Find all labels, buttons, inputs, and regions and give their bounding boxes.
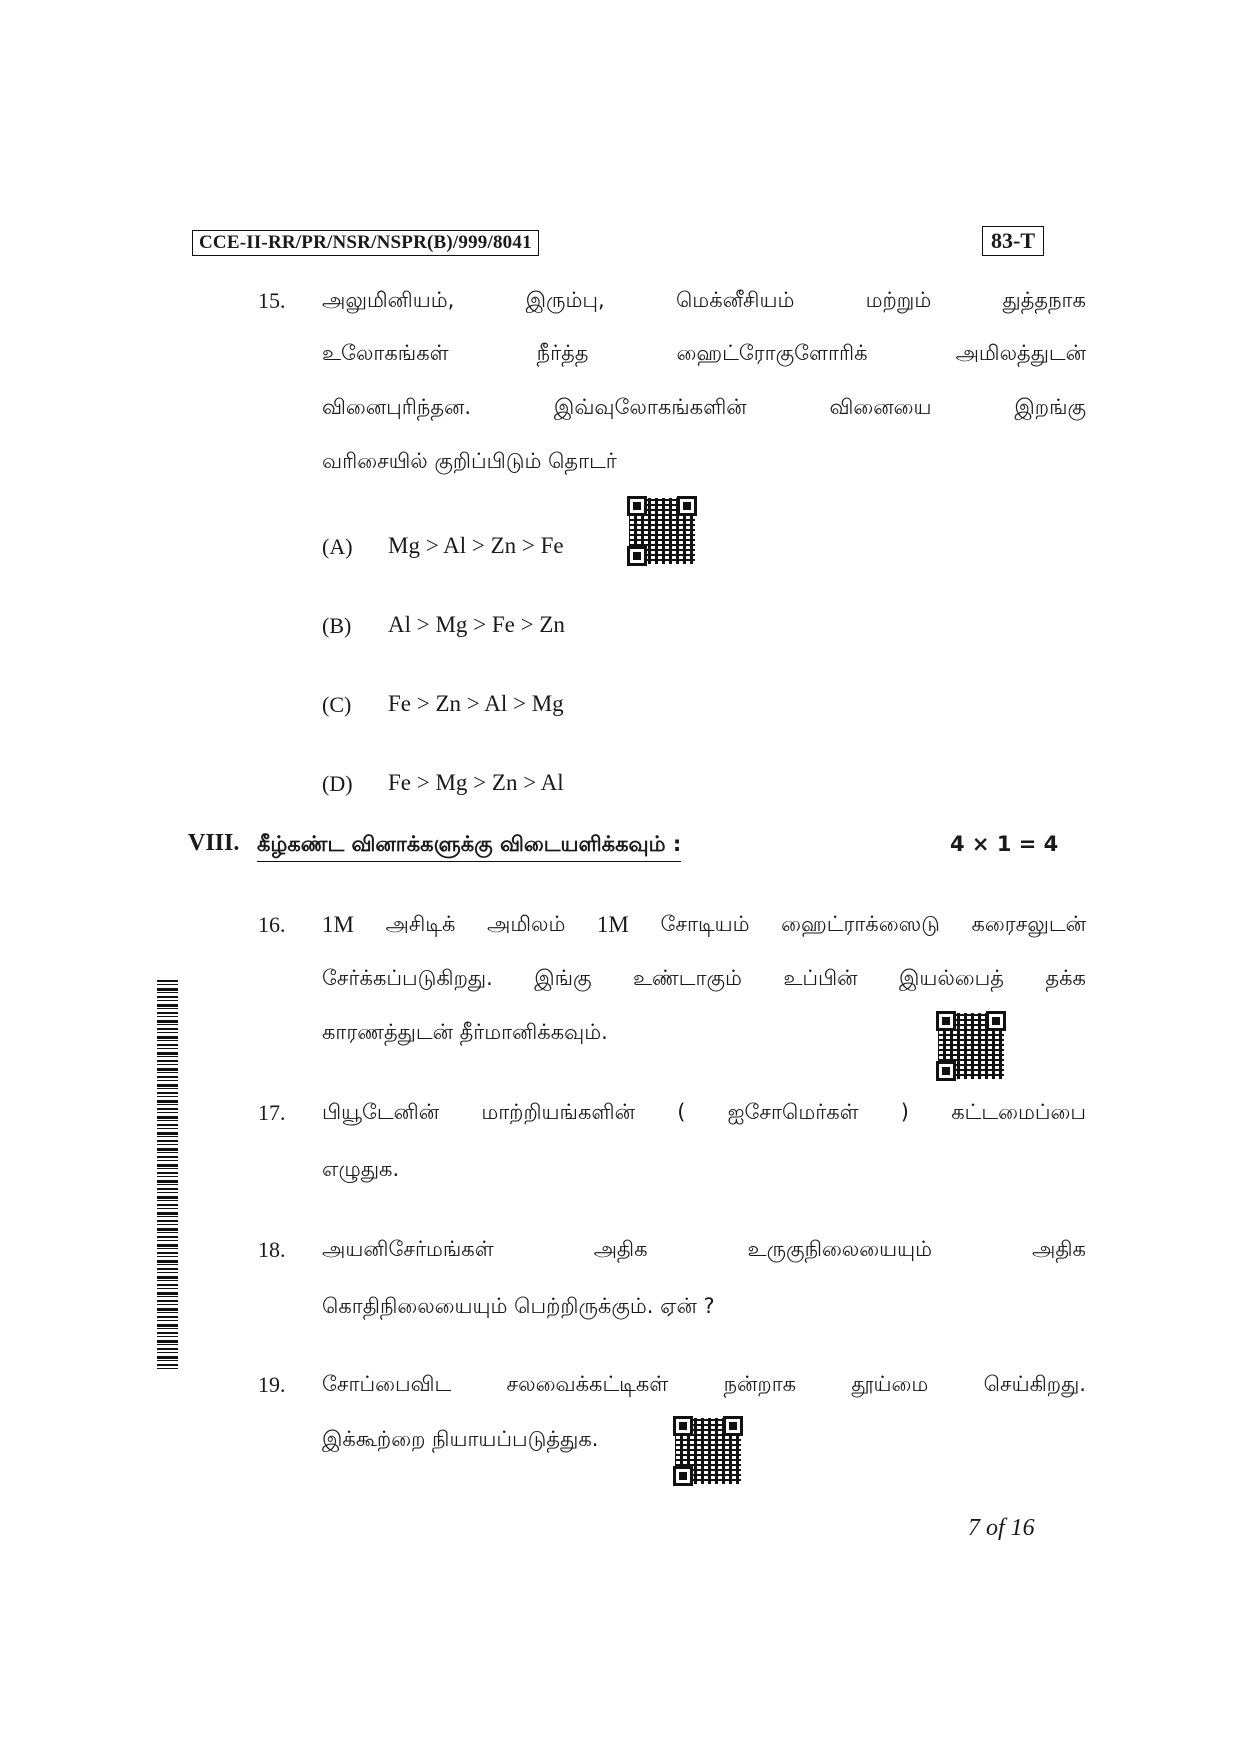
word: அலுமினியம், — [322, 288, 455, 312]
word: தக்க — [1045, 966, 1086, 990]
question-number: 15. — [258, 288, 286, 313]
q17-line-2: எழுதுக. — [322, 1157, 400, 1181]
option-label: (A) — [322, 534, 353, 559]
document-code: CCE-II-RR/PR/NSR/NSPR(B)/999/8041 — [192, 230, 539, 256]
option-text: Al > Mg > Fe > Zn — [388, 612, 565, 637]
word: ) — [900, 1100, 909, 1124]
option-label: (D) — [322, 771, 353, 796]
word: இவ்வுலோகங்களின் — [553, 395, 747, 419]
word: ஐசோமெர்கள் — [727, 1100, 859, 1124]
word: இங்கு — [534, 966, 592, 990]
qr-code — [673, 1416, 743, 1486]
word: வினையை — [829, 395, 932, 419]
q19-line-1 — [322, 1372, 1086, 1399]
q16-line-1 — [322, 912, 1086, 939]
word: இறங்கு — [1014, 395, 1086, 419]
q15-line-1 — [322, 288, 1086, 315]
word: அமிலத்துடன் — [955, 341, 1086, 365]
word: உப்பின் — [783, 966, 858, 990]
q16-line-2 — [322, 966, 1086, 993]
option-label: (B) — [322, 613, 352, 638]
word: அயனிசேர்மங்கள் — [322, 1237, 494, 1261]
option-label: (C) — [322, 692, 352, 717]
q15-line-3 — [322, 395, 1086, 422]
barcode — [157, 980, 178, 1370]
word: மற்றும் — [865, 288, 932, 312]
word: இயல்பைத் — [898, 966, 1004, 990]
word: நன்றாக — [723, 1372, 797, 1396]
section-title: கீழ்கண்ட வினாக்களுக்கு விடையளிக்கவும் : — [257, 832, 681, 862]
q15-line-4: வரிசையில் குறிப்பிடும் தொடர் — [322, 449, 617, 473]
word: 1M — [596, 912, 629, 937]
word: அதிக — [1031, 1237, 1086, 1261]
word: 1M — [322, 912, 354, 937]
question-number: 16. — [258, 912, 286, 937]
word: ஹைட்ரோகுளோரிக் — [676, 341, 868, 365]
q19-line-2: இக்கூற்றை நியாயப்படுத்துக. — [322, 1427, 599, 1451]
word: சலவைக்கட்டிகள் — [506, 1372, 669, 1396]
word: துத்தநாக — [1002, 288, 1086, 312]
section-marks: 4 × 1 = 4 — [950, 832, 1059, 856]
paper-code: 83-T — [982, 226, 1044, 256]
word: உருகுநிலையையும் — [747, 1237, 933, 1261]
qr-code — [936, 1011, 1006, 1081]
option-text: Mg > Al > Zn > Fe — [388, 533, 564, 558]
word: இரும்பு, — [525, 288, 605, 312]
q15-line-2 — [322, 341, 1086, 368]
word: கட்டமைப்பை — [951, 1100, 1086, 1124]
word: ( — [677, 1100, 686, 1124]
q16-line-3: காரணத்துடன் தீர்மானிக்கவும். — [322, 1020, 608, 1044]
word: அதிக — [593, 1237, 648, 1261]
word: ஹைட்ராக்ஸைடு — [781, 912, 940, 936]
word: சேர்க்கப்படுகிறது. — [322, 966, 493, 990]
question-number: 19. — [258, 1372, 286, 1397]
word: செய்கிறது. — [983, 1372, 1086, 1396]
q18-line-2: கொதிநிலையையும் பெற்றிருக்கும். ஏன் ? — [322, 1294, 715, 1318]
word: அசிடிக் — [385, 912, 456, 936]
question-number: 17. — [258, 1100, 286, 1125]
option-text: Fe > Zn > Al > Mg — [388, 691, 564, 716]
word: அமிலம் — [487, 912, 566, 936]
qr-code — [627, 496, 697, 566]
q18-line-1 — [322, 1237, 1086, 1264]
section-number: VIII. — [188, 830, 240, 856]
word: சோப்பைவிட — [322, 1372, 452, 1396]
word: மாற்றியங்களின் — [481, 1100, 635, 1124]
word: சோடியம் — [660, 912, 750, 936]
word: மெக்னீசியம் — [675, 288, 795, 312]
page-number: 7 of 16 — [968, 1515, 1035, 1541]
word: பியூடேனின் — [322, 1100, 440, 1124]
option-text: Fe > Mg > Zn > Al — [388, 770, 564, 795]
word: தூய்மை — [851, 1372, 929, 1396]
word: உண்டாகும் — [632, 966, 742, 990]
question-number: 18. — [258, 1237, 286, 1262]
word: கரைசலுடன் — [971, 912, 1086, 936]
word: வினைபுரிந்தன. — [322, 395, 472, 419]
q17-line-1 — [322, 1100, 1086, 1127]
word: நீர்த்த — [536, 341, 589, 365]
word: உலோகங்கள் — [322, 341, 449, 365]
